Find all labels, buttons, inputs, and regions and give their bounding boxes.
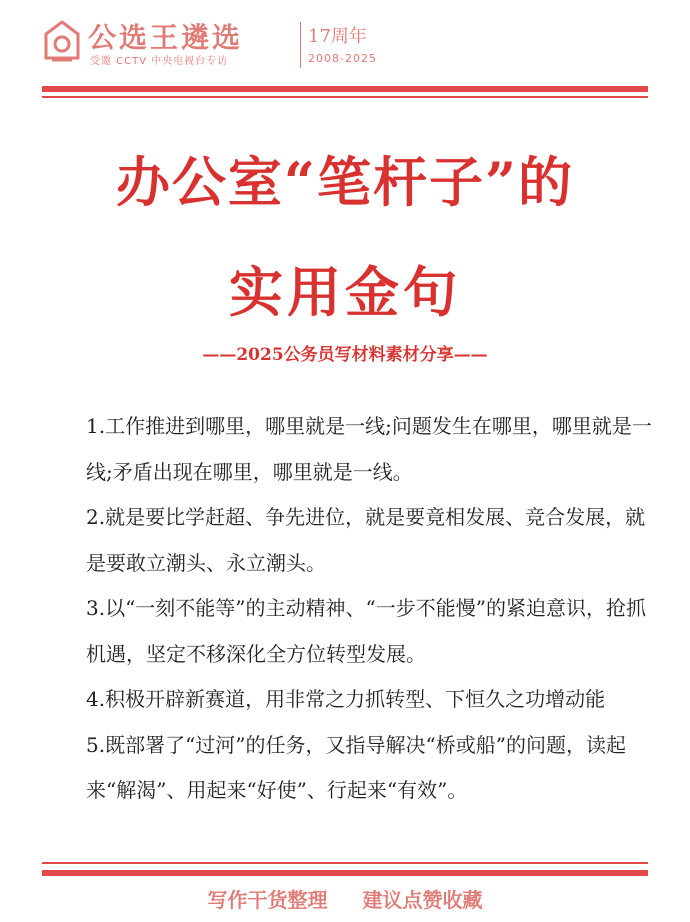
footer [0,884,690,913]
brand-divider [300,22,301,68]
anniversary-label: 17周年 [308,26,367,47]
footer-left: 写作干货整理 [207,888,328,912]
brand-logo-icon [42,20,82,64]
bottom-rule-thin [42,862,648,864]
brand-tagline: 受邀 CCTV 中央电视台专访 [90,56,229,67]
bottom-rule-thick [42,870,648,876]
page-subtitle: ——2025公务员写材料素材分享—— [202,345,488,365]
quote-item: 3.以“一刻不能等”的主动精神、“一步不能慢”的紧迫意识，抢抓机遇，坚定不移深化全方位转型发展。 [86,596,646,666]
page-title-line2: 实用金句 [229,260,461,324]
anniversary-years: 2008-2025 [308,52,377,65]
header [0,0,690,100]
brand-name: 公选王遴选 [88,21,244,54]
quote-list [86,404,656,814]
quote-item: 2.就是要比学赶超、争先进位，就是要竟相发展、竞合发展，就是要敢立潮头、永立潮头。 [86,505,646,575]
quote-item: 5.既部署了“过河”的任务，又指导解决“桥或船”的问题，读起来“解渴”、用起来“好使”、行起来“有效”。 [86,732,626,802]
top-rule-thick [42,86,648,92]
quote-item: 4.积极开辟新赛道，用非常之力抓转型、下恒久之功增动能 [86,687,606,711]
quote-item: 1.工作推进到哪里，哪里就是一线;问题发生在哪里，哪里就是一线;矛盾出现在哪里，哪里就是一线。 [86,414,652,484]
top-rule-thin [42,96,648,98]
footer-right: 建议点赞收藏 [362,888,483,912]
page-title-line1: 办公室“笔杆子”的 [115,150,575,214]
